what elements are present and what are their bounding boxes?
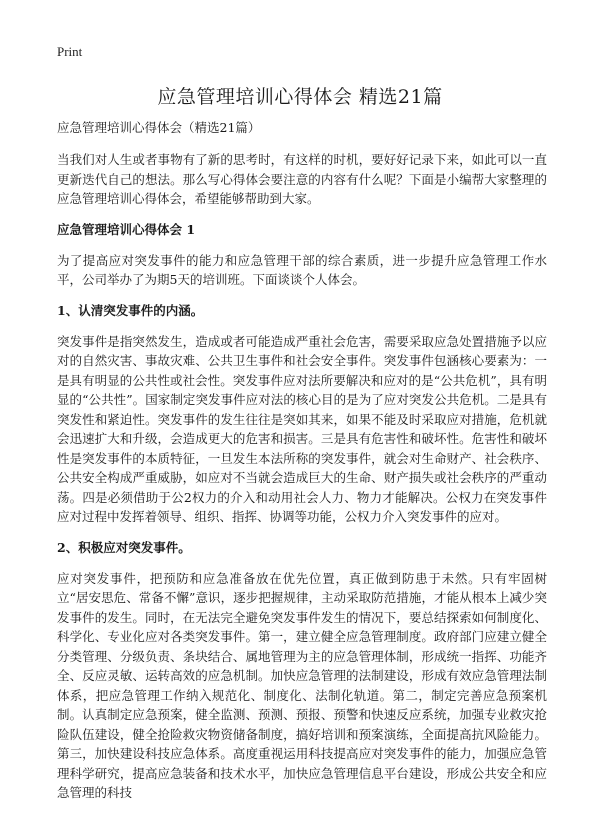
section-heading: 应急管理培训心得体会 1	[57, 221, 196, 237]
point-1-heading: 1、认清突发事件的内涵。	[57, 302, 204, 318]
point-1-paragraph: 突发事件是指突然发生，造成或者可能造成严重社会危害，需要采取应急处置措施予以应对的自然灾害、事故灾难、公共卫生事件和社会安全事件。突发事件包涵核心要素为：一是具有明显的公共性或社会性。突发事件应对法所要解决和应对的是“公共危机”，具有明显的“公共性”。国家制定突发事件应对法的核心目的是为了应对突发公共危机。二是具有突发性和紧迫性。突发事件的发生往往是突如其来，如果不能及时采取应对措施，危机就会迅速扩大和升级，会造成更大的危害和损害。三是具有危害性和破坏性。危害性和破坏性是突发事件的本质特征，一旦发生本法所称的突发事件，就会对生命财产、社会秩序、公共安全构成严重威胁，如应对不当就会造成巨大的生命、财产损失或社会秩序的严重动荡。四是必须借助于公2权力的介入和动用社会人力、物力才能解决。公权力在突发事件应对过程中发挥着领导、组织、指挥、协调等功能，公权力介入突发事件的应对。	[57, 333, 547, 524]
document-subtitle: 应急管理培训心得体会（精选21篇）	[57, 120, 261, 135]
point-2-paragraph: 应对突发事件，把预防和应急准备放在优先位置，真正做到防患于未然。只有牢固树立“居安思危、常备不懈”意识，逐步把握规律，主动采取防范措施，才能从根本上减少突发事件的发生。同时，在无法完全避免突发事件发生的情况下，要总结探索如何制度化、科学化、专业化应对各类突发事件。第一，建立健全应急管理制度。政府部门应建立健全分类管理、分级负责、条块结合、属地管理为主的应急管理体制，形成统一指挥、功能齐全、反应灵敏、运转高效的应急机制。加快应急管理的法制建设，形成有效应急管理法制体系，把应急管理工作纳入规范化、制度化、法制化轨道。第二，制定完善应急预案机制。认真制定应急预案，健全监测、预测、预报、预警和快速反应系统，加强专业救灾抢险队伍建设，健全抢险救灾物资储备制度，搞好培训和预案演练，全面提高抗风险能力。第三，加快建设科技应急体系。高度重视运用科技提高应对突发事件的能力，加强应急管理科学研究，提高应急装备和技术水平，加快应急管理信息平台建设，形成公共安全和应急管理的科技	[57, 570, 547, 800]
intro-paragraph: 当我们对人生或者事物有了新的思考时，有这样的时机，要好好记录下来，如此可以一直更新迭代自己的想法。那么写心得体会要注意的内容有什么呢？下面是小编帮大家整理的应急管理培训心得体会，希望能够帮助到大家。	[57, 152, 547, 206]
article-body	[57, 118, 547, 814]
point-2-heading: 2、积极应对突发事件。	[57, 539, 191, 555]
print-link[interactable]: Print	[57, 44, 83, 59]
page-title: 应急管理培训心得体会 精选21篇	[157, 86, 443, 108]
section-intro-paragraph: 为了提高应对突发事件的能力和应急管理干部的综合素质，进一步提升应急管理工作水平，公司举办了为期5天的培训班。下面谈谈个人体会。	[57, 252, 547, 287]
